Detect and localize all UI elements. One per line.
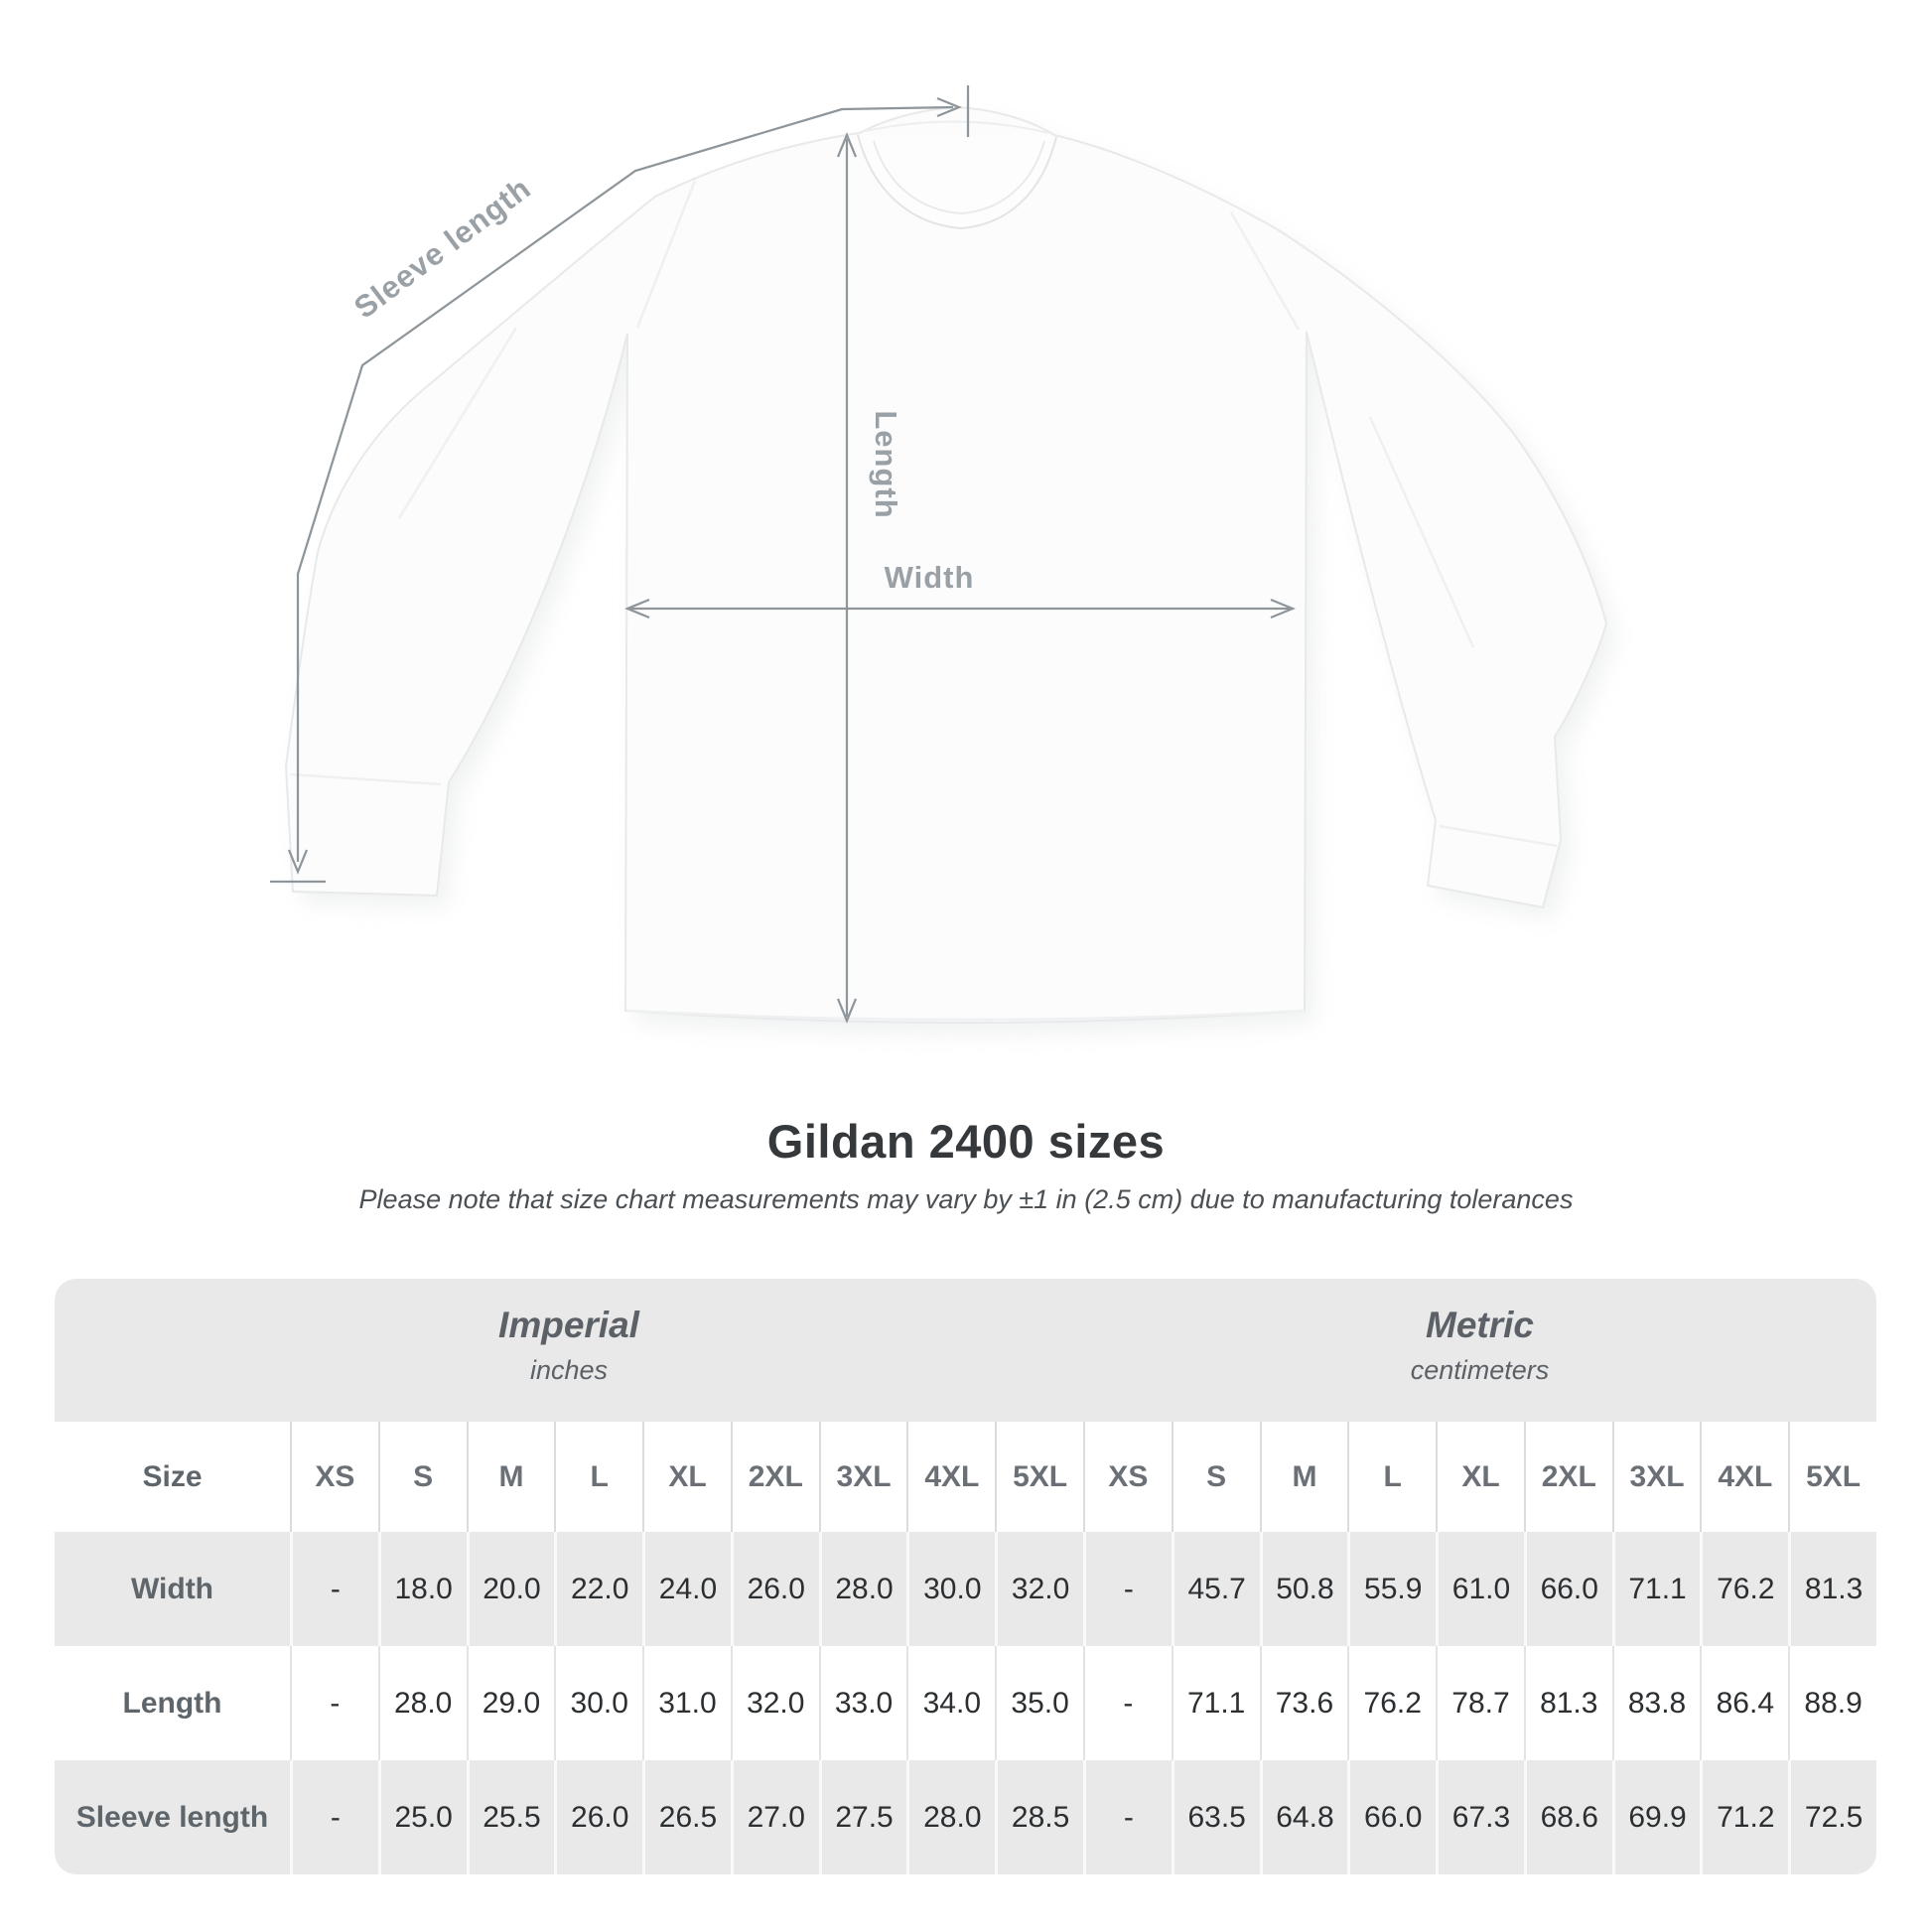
size-column-header: L	[554, 1422, 642, 1532]
size-column-header: 3XL	[819, 1422, 907, 1532]
imperial-units: inches	[529, 1355, 609, 1385]
measurement-value-cell: 27.0	[731, 1760, 819, 1874]
measurement-value-cell: 69.9	[1612, 1760, 1701, 1874]
measurement-value-cell: 61.0	[1436, 1532, 1524, 1646]
measurement-value-cell: 26.0	[731, 1532, 819, 1646]
row-label-sleeve-length: Sleeve length	[75, 1800, 269, 1834]
measurement-value-cell: 78.7	[1436, 1646, 1524, 1760]
imperial-section-header	[55, 1279, 1083, 1422]
measurement-value-cell: 28.5	[995, 1760, 1083, 1874]
measurement-value-cell: 73.6	[1260, 1646, 1348, 1760]
size-chart-table	[55, 1279, 1876, 1874]
measurement-value-cell: 27.5	[819, 1760, 907, 1874]
measurement-value-cell: 76.2	[1700, 1532, 1788, 1646]
size-header-row	[55, 1422, 1876, 1532]
size-column-header: 3XL	[1612, 1422, 1701, 1532]
measurement-value-cell: 28.0	[906, 1760, 995, 1874]
measurement-value-cell: 25.0	[378, 1760, 467, 1874]
size-column-header: M	[467, 1422, 555, 1532]
measurement-value-cell: 81.3	[1524, 1646, 1612, 1760]
measurement-value-cell: -	[290, 1532, 378, 1646]
measurement-value-cell: 66.0	[1347, 1760, 1436, 1874]
width-label: Width	[884, 560, 975, 595]
measurement-value-cell: 83.8	[1612, 1646, 1701, 1760]
measurement-value-cell: 71.2	[1700, 1760, 1788, 1874]
measurement-value-cell: -	[1083, 1646, 1172, 1760]
size-column-header: 2XL	[1524, 1422, 1612, 1532]
measurement-value-cell: 22.0	[554, 1532, 642, 1646]
size-header-label: Size	[142, 1459, 203, 1493]
measurement-value-cell: 30.0	[906, 1532, 995, 1646]
size-column-header: 5XL	[1788, 1422, 1876, 1532]
measurement-value-cell: 64.8	[1260, 1760, 1348, 1874]
sleeve-length-label: Sleeve length	[347, 170, 538, 326]
measurement-value-cell: 81.3	[1788, 1532, 1876, 1646]
measurement-value-cell: 35.0	[995, 1646, 1083, 1760]
measure-row-2	[55, 1760, 1876, 1874]
measurement-value-cell: 26.0	[554, 1760, 642, 1874]
measurement-value-cell: 34.0	[906, 1646, 995, 1760]
size-column-header: S	[378, 1422, 467, 1532]
measurement-value-cell: 66.0	[1524, 1532, 1612, 1646]
metric-units: centimeters	[1410, 1355, 1550, 1385]
size-column-header: L	[1347, 1422, 1436, 1532]
measurement-value-cell: 50.8	[1260, 1532, 1348, 1646]
size-column-header: 5XL	[995, 1422, 1083, 1532]
measurement-value-cell: 33.0	[819, 1646, 907, 1760]
measure-row-0	[55, 1532, 1876, 1646]
measurement-value-cell: 88.9	[1788, 1646, 1876, 1760]
size-column-header: XL	[642, 1422, 731, 1532]
measurement-value-cell: 63.5	[1172, 1760, 1260, 1874]
measurement-value-cell: 45.7	[1172, 1532, 1260, 1646]
measurement-value-cell: 76.2	[1347, 1646, 1436, 1760]
metric-section-header	[1083, 1279, 1876, 1422]
measurement-value-cell: 71.1	[1612, 1532, 1701, 1646]
measurement-value-cell: 28.0	[819, 1532, 907, 1646]
measurement-value-cell: 31.0	[642, 1646, 731, 1760]
measurement-value-cell: 72.5	[1788, 1760, 1876, 1874]
measure-row-1	[55, 1646, 1876, 1760]
measurement-value-cell: 24.0	[642, 1532, 731, 1646]
size-column-header: XS	[1083, 1422, 1172, 1532]
measurement-value-cell: -	[1083, 1760, 1172, 1874]
measurement-value-cell: -	[290, 1760, 378, 1874]
measurement-value-cell: -	[1083, 1532, 1172, 1646]
tolerance-note: Please note that size chart measurements may vary by ±1 in (2.5 cm) due to manufacturing tolerances	[358, 1184, 1574, 1214]
measurement-value-cell: 32.0	[731, 1646, 819, 1760]
measurement-value-cell: 28.0	[378, 1646, 467, 1760]
size-column-header: M	[1260, 1422, 1348, 1532]
unit-section-header-row	[55, 1279, 1876, 1422]
measurement-value-cell: 32.0	[995, 1532, 1083, 1646]
size-column-header: 4XL	[906, 1422, 995, 1532]
measurement-value-cell: 55.9	[1347, 1532, 1436, 1646]
page-title: Gildan 2400 sizes	[766, 1115, 1166, 1168]
imperial-title: Imperial	[498, 1305, 639, 1345]
size-column-header: S	[1172, 1422, 1260, 1532]
measurement-value-cell: 30.0	[554, 1646, 642, 1760]
measurement-value-cell: 26.5	[642, 1760, 731, 1874]
size-column-header: XL	[1436, 1422, 1524, 1532]
size-column-header: XS	[290, 1422, 378, 1532]
measurement-value-cell: 25.5	[467, 1760, 555, 1874]
heading-block	[0, 1114, 1932, 1215]
size-column-header: 4XL	[1700, 1422, 1788, 1532]
measurement-value-cell: 86.4	[1700, 1646, 1788, 1760]
row-label-length: Length	[122, 1686, 222, 1720]
row-label-width: Width	[130, 1572, 214, 1605]
measurement-value-cell: -	[290, 1646, 378, 1760]
size-column-header: 2XL	[731, 1422, 819, 1532]
measurement-value-cell: 20.0	[467, 1532, 555, 1646]
metric-title: Metric	[1426, 1305, 1534, 1345]
length-label: Length	[869, 410, 903, 519]
measurement-value-cell: 67.3	[1436, 1760, 1524, 1874]
measurement-value-cell: 29.0	[467, 1646, 555, 1760]
measurement-value-cell: 18.0	[378, 1532, 467, 1646]
measurement-value-cell: 71.1	[1172, 1646, 1260, 1760]
measurement-value-cell: 68.6	[1524, 1760, 1612, 1874]
